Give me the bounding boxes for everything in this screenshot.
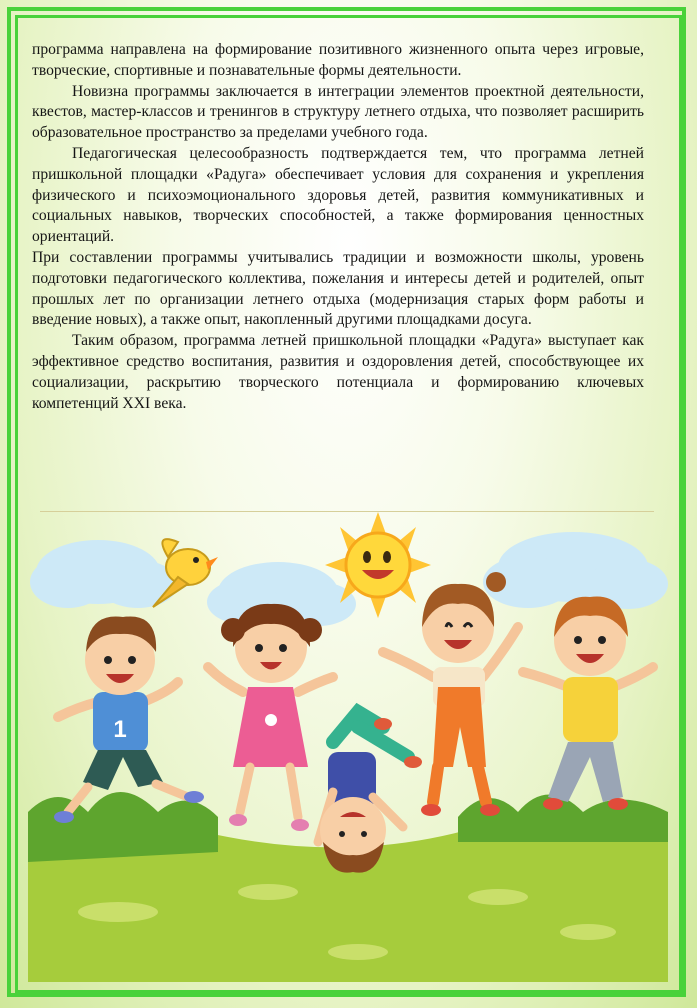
child-boy-yellow-icon [523,597,653,811]
paragraph-pedagogical: Педагогическая целесообразность подтверждается тем, что программа летней пришкольной площадки «Радуга» обеспечивает условия для сохранения и укрепления физического и психоэмоционального здоровья детей, развития коммуникативных и социальных навыков, творческих способностей, а также формирования ценностных ориентаций. [32,144,644,246]
cloud-left-icon [30,540,178,608]
t-shirt-number: 1 [113,716,127,743]
paragraph-conclusion: Таким образом, программа летней пришкольной площадки «Радуга» выступает как эффективное средство воспитания, развития и оздоровления детей, способствующее их социализации, раскрытию творческого потенциала и формированию ключевых компетенций XXI века. [32,332,644,412]
body-text [32,40,644,414]
child-girl-pink-icon [208,604,333,831]
child-boy-left-icon [54,616,204,823]
cloud-right-icon [483,532,668,609]
paragraph-intro: программа направлена на формирование позитивного жизненного опыта через игровые, творческие, спортивные и познавательные формы деятельности. [32,41,644,79]
paragraph-program-design: При составлении программы учитывались традиции и возможности школы, уровень подготовки педагогического коллектива, пожелания и интересы детей и родителей, опыт прошлых лет по организации летнего отдыха (модернизация старых форм работы и введение новых), а также опыт, накопленный другими площадками досуга. [32,248,644,329]
sun-icon [325,512,431,618]
children-playing-illustration [28,512,668,982]
paragraph-novelty: Новизна программы заключается в интеграции элементов проектной деятельности, квестов, мастер-классов и тренингов в структуру летнего отдыха, что позволяет расширить образовательное пространство за пределами учебного года. [32,82,644,142]
child-girl-overalls-icon [383,572,518,816]
